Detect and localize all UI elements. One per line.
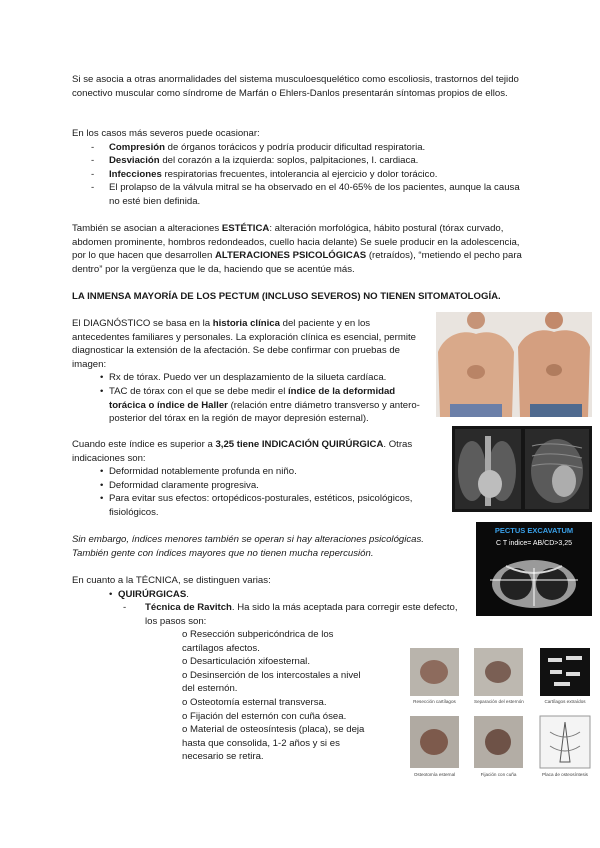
caption: Resección cartílagos [413, 699, 456, 704]
list-item: - Compresión de órganos torácicos y podría producir dificultad respiratoria. [72, 141, 522, 155]
list-item: - Desviación del corazón a la izquierda: soplos, palpitaciones, I. cardiaca. [72, 154, 522, 168]
caption: Osteotomía esternal [413, 772, 456, 777]
surgery-images [410, 646, 592, 786]
severe-list [72, 141, 522, 209]
indication-list [62, 465, 422, 519]
list-item: • Para evitar sus efectos: ortopédicos-posturales, estéticos, psicológicos, fisiológicos. [62, 492, 422, 519]
severe-intro: En los casos más severos puede ocasionar: [72, 128, 260, 139]
list-item: • Deformidad claramente progresiva. [62, 479, 422, 493]
ravitch-item: - Técnica de Ravitch. Ha sido la más aceptada para corregir este defecto, los pasos son: [123, 602, 458, 627]
xray-figure [452, 426, 592, 512]
step-item: o Desarticulación xifoesternal. [182, 656, 310, 668]
patient-photos-figure [436, 312, 592, 417]
diagnosis-tests-list [62, 371, 422, 425]
caption: Fijación con cuña [480, 772, 517, 777]
ct-scan [476, 522, 592, 616]
indication-section [72, 438, 422, 520]
severe-cases-section [72, 127, 522, 209]
step-item: o Desinserción de los intercostales a nivel del esternón. [182, 669, 361, 695]
caption: Separación del esternón [474, 699, 524, 704]
italic-note: Sin embargo, índices menores también se operan si hay alteraciones psicológicas. También gente con índices mayores que no tienen mucha repercusión. [72, 534, 424, 559]
ravitch-steps [72, 628, 372, 764]
list-item: - Infecciones respiratorias frecuentes, intolerancia al ejercicio y dolor torácico. [72, 168, 522, 182]
ct-subtitle: C T indice= AB/CD>3,25 [495, 540, 572, 547]
intro-paragraph: Si se asocia a otras anormalidades del sistema musculoesquelético como escoliosis, trastornos del tejido conectivo muscular como síndrome de Marfán o Ehlers-Danlos presentarán síntomas propios de ellos. [72, 74, 519, 99]
list-item: - El prolapso de la válvula mitral se ha observado en el 40-65% de los pacientes, aunque la causa no esté bien definida. [72, 181, 522, 208]
step-item: o Fijación del esternón con cuña ósea. [182, 710, 347, 722]
list-item: • Deformidad notablemente profunda en niño. [62, 465, 422, 479]
aesthetic-paragraph: También se asocian a alteraciones ESTÉTICA: alteración morfológica, hábito postural (tórax curvado, abdomen prominente, hombros redondeados, cuello hacia delante) Se suele producir en la adolescencia, por lo que hacen que desarrollen ALTERACIONES PSICOLÓGICAS (retraídos), “metiendo el pecho para dentro” por la vergüenza que le da, haciendo que se acentúe más. [72, 223, 522, 275]
list-item: • TAC de tórax con el que se debe medir el índice de la deformidad torácica o índice de Haller (relación entre diámetro transverso y antero-posterior del tórax en la región de mayor depresión esternal). [62, 385, 422, 426]
list-item: • QUIRÚRGICAS. [71, 588, 472, 602]
patient-photos [436, 312, 592, 417]
section-heading: LA INMENSA MAYORÍA DE LOS PECTUM (INCLUSO SEVEROS) NO TIENEN SITOMATOLOGÍA. [72, 291, 501, 302]
diagnosis-paragraph: El DIAGNÓSTICO se basa en la historia clínica del paciente y en los antecedentes familiares y personales. La exploración clínica es esencial, permite diagnosticar la extensión de la afectación. Se debe confirmar con pruebas de imagen: [72, 318, 416, 370]
list-item: • Rx de tórax. Puedo ver un desplazamiento de la silueta cardíaca. [62, 371, 422, 385]
technique-list [71, 588, 472, 602]
ct-title: PECTUS EXCAVATUM [494, 526, 574, 535]
step-item: o Resección subpericóndrica de los cartílagos afectos. [182, 629, 334, 654]
xray-images [452, 426, 592, 512]
diagnosis-section [72, 317, 422, 426]
surgery-figure [410, 646, 592, 786]
step-item: o Osteotomía esternal transversa. [182, 696, 327, 708]
step-item: o Material de osteosíntesis (placa), se deja hasta que consolida, 1-2 años y si es necesario se retira. [182, 724, 365, 763]
caption: Placa de osteosíntesis [542, 772, 588, 777]
technique-section [72, 574, 472, 628]
technique-intro: En cuanto a la TÉCNICA, se distinguen varias: [72, 575, 271, 586]
ct-figure [476, 522, 592, 616]
caption: Cartílagos extraídos [544, 699, 586, 704]
indication-paragraph: Cuando este índice es superior a 3,25 tiene INDICACIÓN QUIRÚRGICA. Otras indicaciones son: [72, 439, 413, 464]
